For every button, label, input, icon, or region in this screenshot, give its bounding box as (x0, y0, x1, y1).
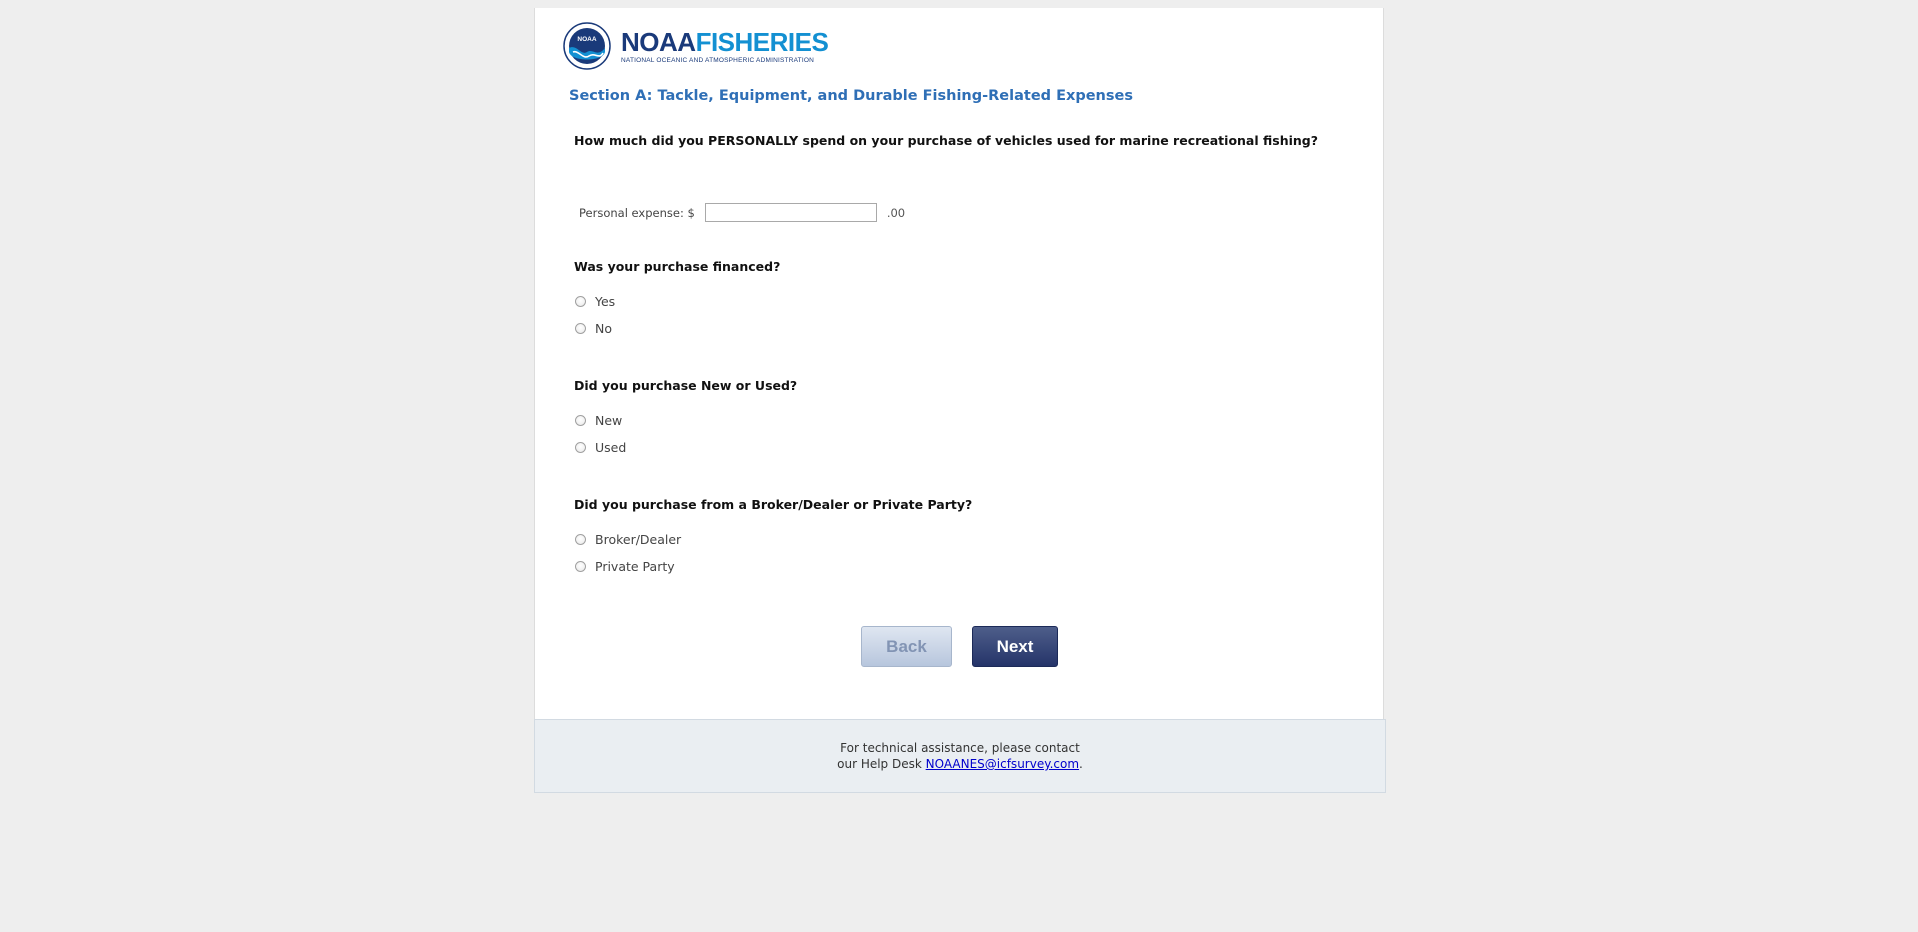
option-new[interactable] (575, 413, 622, 428)
option-used-label: Used (595, 440, 627, 455)
option-yes[interactable] (575, 294, 615, 309)
radio-broker-dealer[interactable] (575, 534, 586, 545)
personal-expense-input[interactable] (705, 203, 877, 222)
logo-subtitle: NATIONAL OCEANIC AND ATMOSPHERIC ADMINISTRATION (621, 57, 814, 64)
question-seller-type: Did you purchase from a Broker/Dealer or Private Party? (574, 497, 973, 512)
option-new-label: New (595, 413, 623, 428)
next-button[interactable]: Next (972, 626, 1058, 667)
footer-line-1: For technical assistance, please contact (840, 741, 1080, 755)
question-vehicle-spend: How much did you PERSONALLY spend on your purchase of vehicles used for marine recreational fishing? (574, 133, 1318, 148)
logo-fisheries-text: FISHERIES (695, 27, 829, 57)
option-broker-dealer-label: Broker/Dealer (595, 532, 682, 547)
section-title: Section A: Tackle, Equipment, and Durable Fishing-Related Expenses (569, 88, 1133, 104)
option-private-party[interactable] (575, 559, 675, 574)
cents-suffix: .00 (886, 205, 906, 220)
question-financed: Was your purchase financed? (574, 259, 781, 274)
emblem-text: NOAA (577, 36, 597, 43)
noaa-emblem-icon (563, 22, 611, 70)
radio-no[interactable] (575, 323, 586, 334)
option-no-label: No (595, 321, 612, 336)
footer-line-2 (535, 756, 1385, 772)
radio-yes[interactable] (575, 296, 586, 307)
option-used[interactable] (575, 440, 626, 455)
footer-help-desk-text: our Help Desk (837, 757, 926, 771)
back-button[interactable]: Back (861, 626, 952, 667)
personal-expense-row (579, 203, 905, 222)
option-yes-label: Yes (595, 294, 616, 309)
option-private-party-label: Private Party (595, 559, 675, 574)
radio-used[interactable] (575, 442, 586, 453)
logo-noaa-text: NOAA (621, 27, 696, 57)
personal-expense-label: Personal expense: $ (579, 205, 695, 220)
noaa-fisheries-logo (563, 20, 828, 72)
help-desk-email-link[interactable]: NOAANES@icfsurvey.com (925, 757, 1080, 771)
radio-private-party[interactable] (575, 561, 586, 572)
footer-period: . (1079, 757, 1083, 771)
footer (534, 719, 1386, 793)
survey-page (534, 8, 1384, 771)
question-new-or-used: Did you purchase New or Used? (574, 378, 798, 393)
radio-new[interactable] (575, 415, 586, 426)
option-broker-dealer[interactable] (575, 532, 681, 547)
option-no[interactable] (575, 321, 612, 336)
